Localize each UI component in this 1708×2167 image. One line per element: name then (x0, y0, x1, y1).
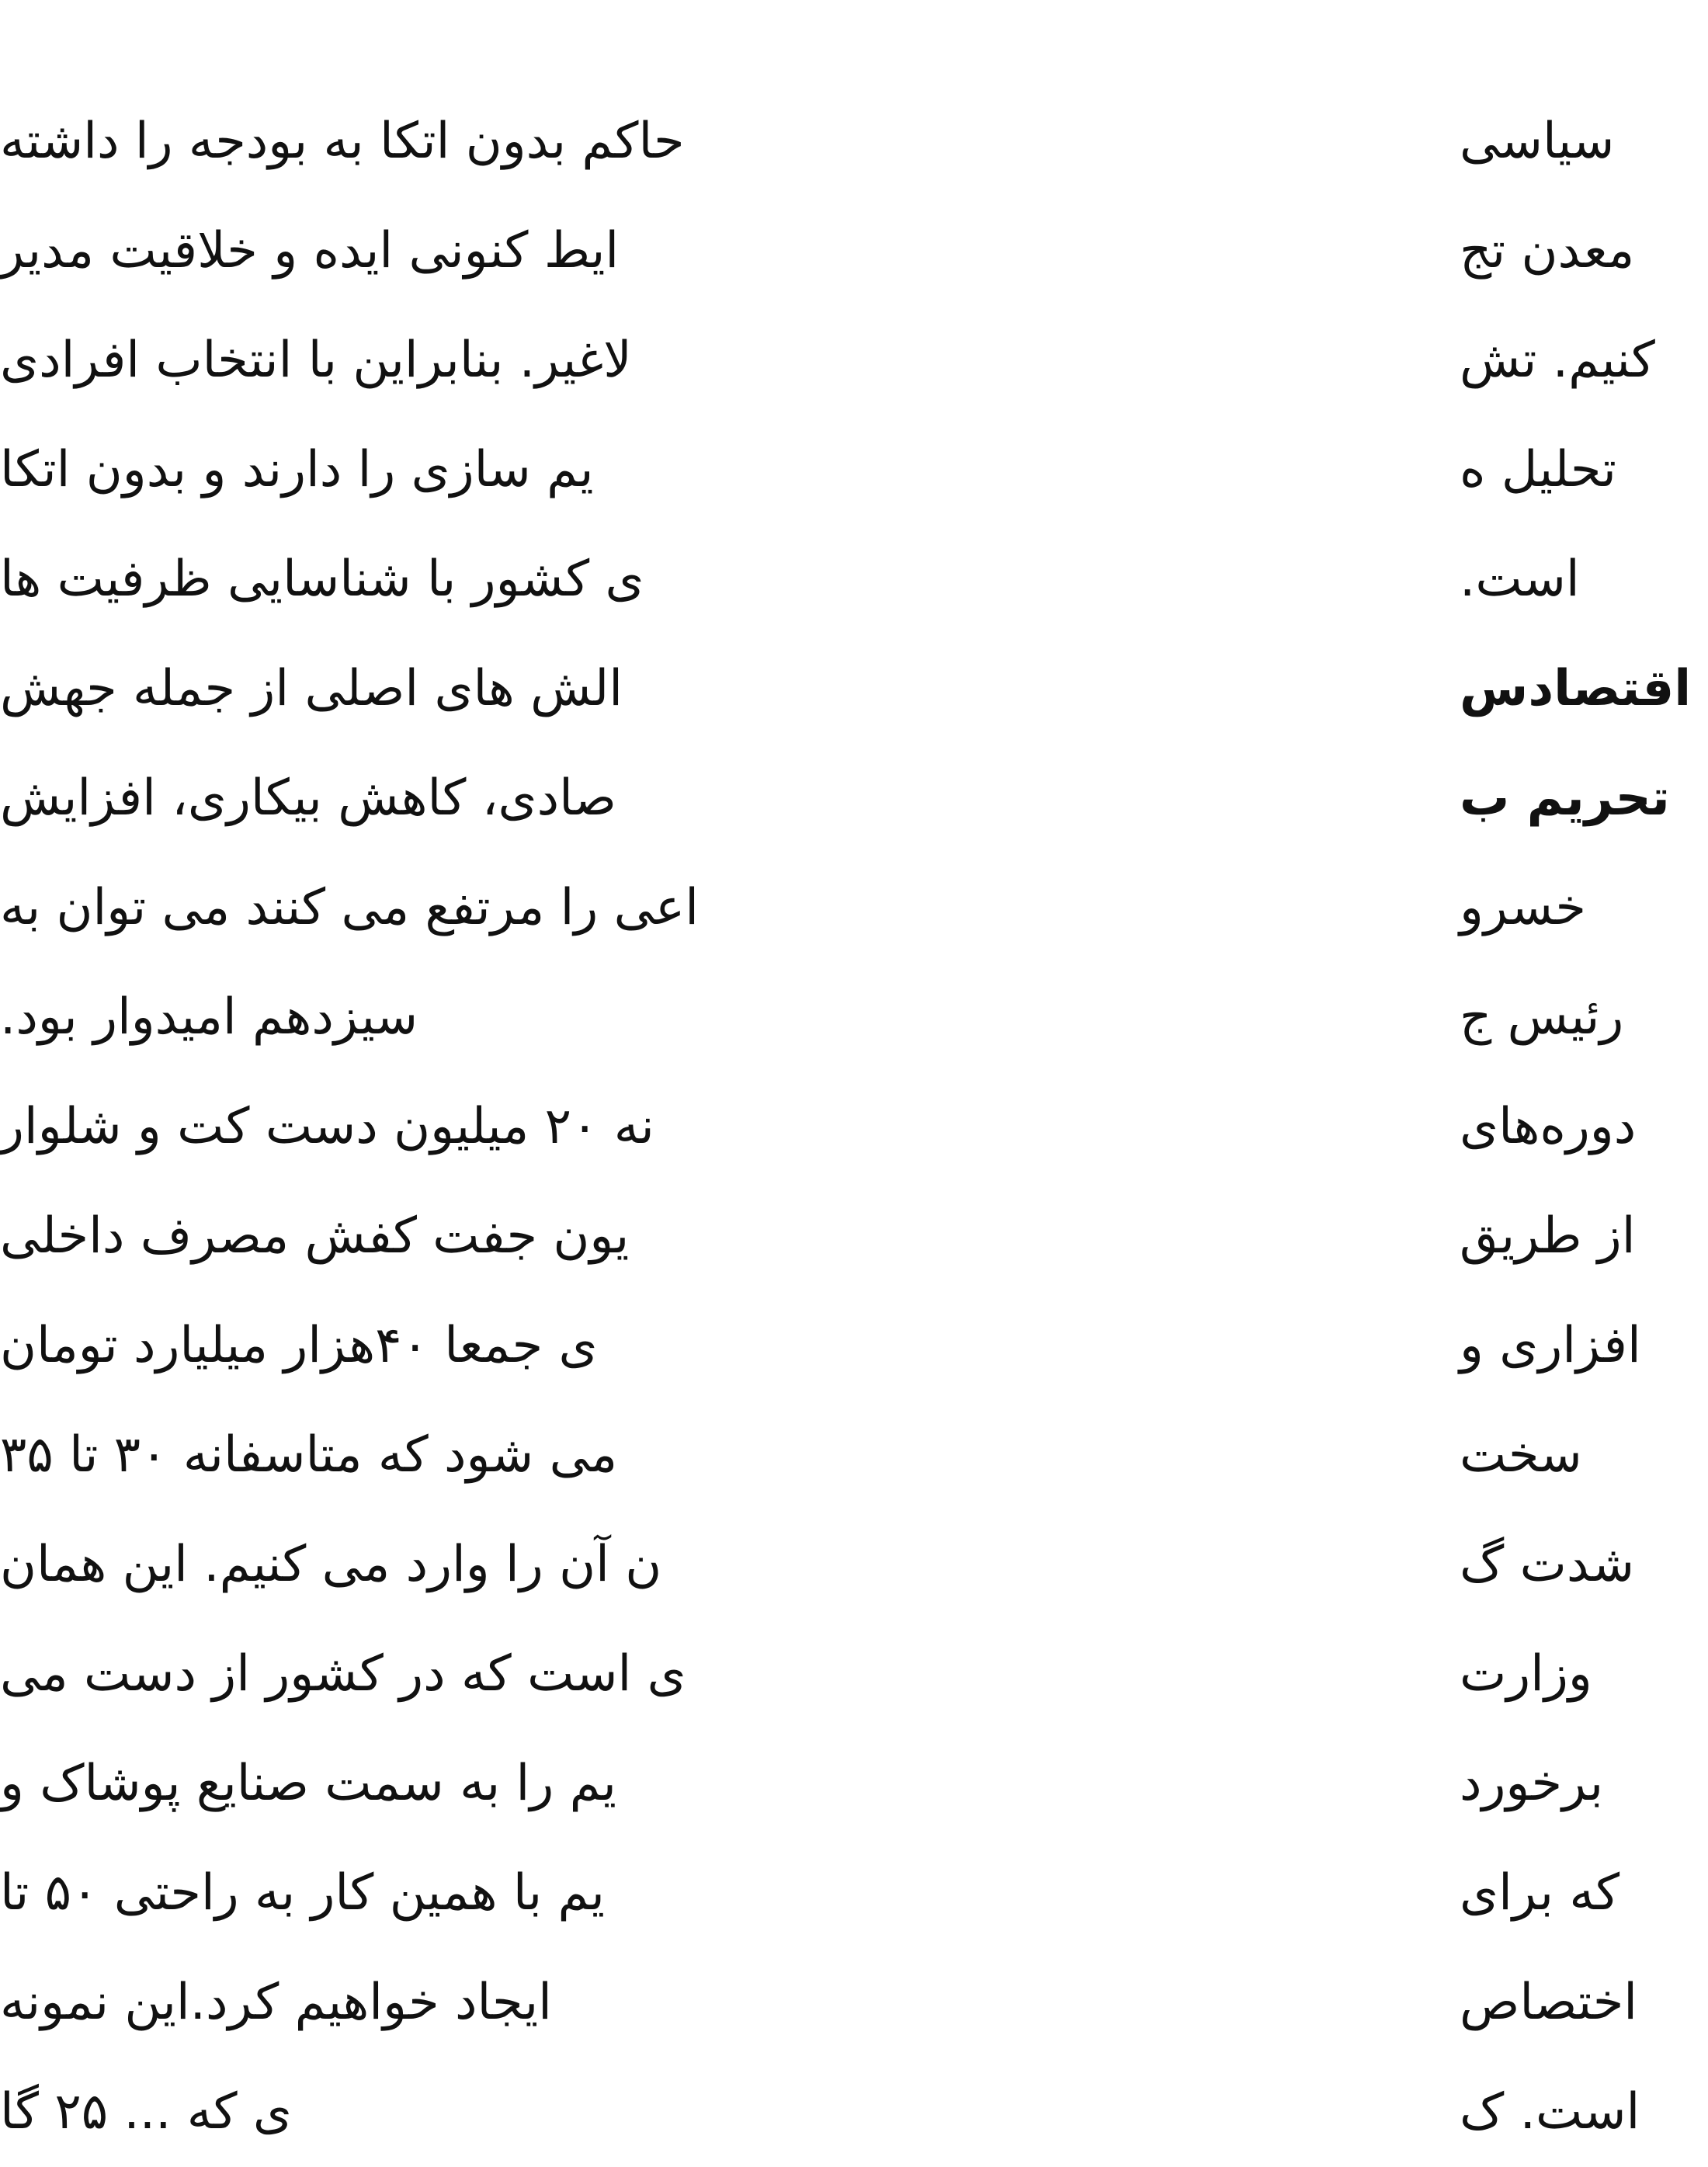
bold-heading-line: اقتصادس (1460, 660, 1692, 717)
text-line: ایط کنونی ایده و خلاقیت مدیر (0, 222, 620, 280)
text-line: افزاری و (1460, 1317, 1641, 1374)
text-line: از طریق (1460, 1207, 1636, 1265)
text-line: حاکم بدون اتکا به بودجه را داشته (0, 113, 685, 170)
text-line: یم با همین کار به راحتی ۵۰ تا (0, 1864, 605, 1922)
text-line: یم را به سمت صنایع پوشاک و (0, 1755, 616, 1812)
text-line: صادی، کاهش بیکاری، افزایش (0, 769, 616, 827)
text-line: است. (1460, 550, 1580, 608)
right-text-column (1460, 87, 1708, 2167)
text-line: است. ک (1460, 2083, 1640, 2141)
text-line: که برای (1460, 1864, 1620, 1922)
text-line: نه ۲۰ میلیون دست کت و شلوار (0, 1098, 654, 1155)
text-line: کنیم. تش (1460, 332, 1655, 389)
text-line: رئیس ج (1460, 988, 1624, 1046)
left-text-column (0, 87, 912, 2167)
text-line: می شود که متاسفانه ۳۰ تا ۳۵ (0, 1426, 618, 1484)
text-line: دوره‌های (1460, 1098, 1637, 1155)
bold-heading-line: تحریم ب (1460, 769, 1670, 827)
text-line: ی کشور با شناسایی ظرفیت ها (0, 550, 644, 608)
text-line: ی است که در کشور از دست می (0, 1645, 686, 1703)
text-line: الش های اصلی از جمله جهش (0, 660, 623, 717)
text-line: ی که ... ۲۵ گا (0, 2083, 292, 2141)
text-line: سخت (1460, 1426, 1582, 1484)
text-line: سیاسی (1460, 113, 1615, 170)
text-line: معدن تج (1460, 222, 1635, 280)
text-line: اختصاص (1460, 1974, 1638, 2031)
text-line: اعی را مرتفع می کنند می توان به (0, 879, 699, 936)
text-line: ایجاد خواهیم کرد.این نمونه (0, 1974, 552, 2031)
text-line: یون جفت کفش مصرف داخلی (0, 1207, 630, 1265)
text-line: لاغیر. بنابراین با انتخاب افرادی (0, 332, 632, 389)
text-line: یم سازی را دارند و بدون اتکا (0, 441, 594, 498)
text-line: تحلیل ه (1460, 441, 1616, 498)
text-line: سیزدهم امیدوار بود. (0, 988, 418, 1046)
text-line: ی جمعا ۴۰هزار میلیارد تومان (0, 1317, 598, 1374)
text-line: برخورد (1460, 1755, 1604, 1812)
text-line: وزارت (1460, 1645, 1592, 1703)
text-line: خسرو (1460, 879, 1586, 936)
text-line: شدت گ (1460, 1536, 1635, 1593)
text-line: ن آن را وارد می کنیم. این همان (0, 1536, 662, 1593)
